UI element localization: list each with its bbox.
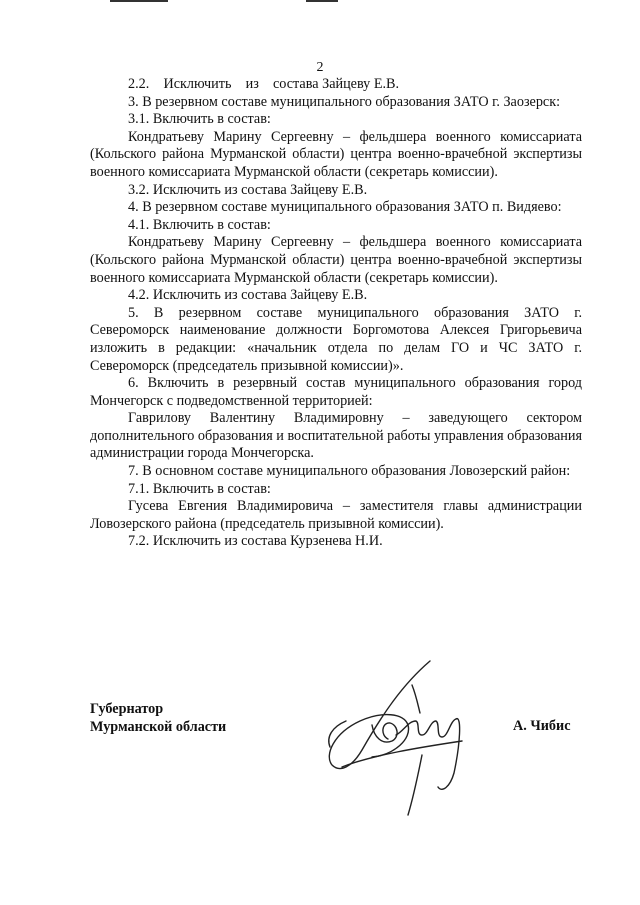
paragraph: Гусева Евгения Владимировича – заместителя главы администрации Ловозерского района (председатель призывной комиссии).	[90, 498, 582, 532]
document-body	[90, 76, 582, 551]
page-number: 2	[316, 60, 324, 75]
paragraph: 7.1. Включить в состав:	[128, 480, 271, 497]
paragraph: 5. В резервном составе муниципального образования ЗАТО г. Североморск наименование должности Боргомотова Алексея Григорьевича изложить в редакции: «начальник отдела по делам ГО и ЧС ЗАТО г. Североморск (председатель призывной комиссии)».	[90, 304, 582, 374]
paragraph: 3.2. Исключить из состава Зайцеву Е.В.	[128, 181, 368, 198]
paragraph: 4.2. Исключить из состава Зайцеву Е.В.	[128, 287, 368, 304]
paragraph: 7.2. Исключить из состава Курзенева Н.И.	[128, 533, 383, 550]
signatory-title-line1: Губернатор	[90, 701, 164, 717]
paragraph: 4. В резервном составе муниципального образования ЗАТО п. Видяево:	[128, 199, 562, 216]
top-edge-line-left	[110, 0, 168, 2]
paragraph: 2.2. Исключить из состава Зайцеву Е.В.	[128, 76, 400, 92]
paragraph: Кондратьеву Марину Сергеевну – фельдшера военного комиссариата (Кольского района Мурманской области) центра военно-врачебной экспертизы военного комиссариата Мурманской области (секретарь комиссии).	[90, 128, 582, 180]
paragraph: 4.1. Включить в состав:	[128, 216, 271, 233]
paragraph: 3. В резервном составе муниципального образования ЗАТО г. Заозерск:	[128, 93, 561, 110]
signatory-title	[90, 701, 226, 736]
paragraph: 7. В основном составе муниципального образования Ловозерский район:	[128, 463, 571, 480]
signatory-name: А. Чибис	[513, 718, 571, 734]
handwritten-signature	[312, 655, 502, 825]
paragraph: 3.1. Включить в состав:	[128, 111, 271, 128]
paragraph: 6. Включить в резервный состав муниципального образования город Мончегорск с подведомственной территорией:	[90, 375, 582, 409]
top-edge-line-right	[306, 0, 338, 2]
paragraph: Кондратьеву Марину Сергеевну – фельдшера военного комиссариата (Кольского района Мурманской области) центра военно-врачебной экспертизы военного комиссариата Мурманской области (секретарь комиссии).	[90, 234, 582, 286]
paragraph: Гаврилову Валентину Владимировну – заведующего сектором дополнительного образования и воспитательной работы управления образования администрации города Мончегорска.	[90, 410, 583, 462]
signatory-title-line2: Мурманской области	[90, 718, 227, 735]
